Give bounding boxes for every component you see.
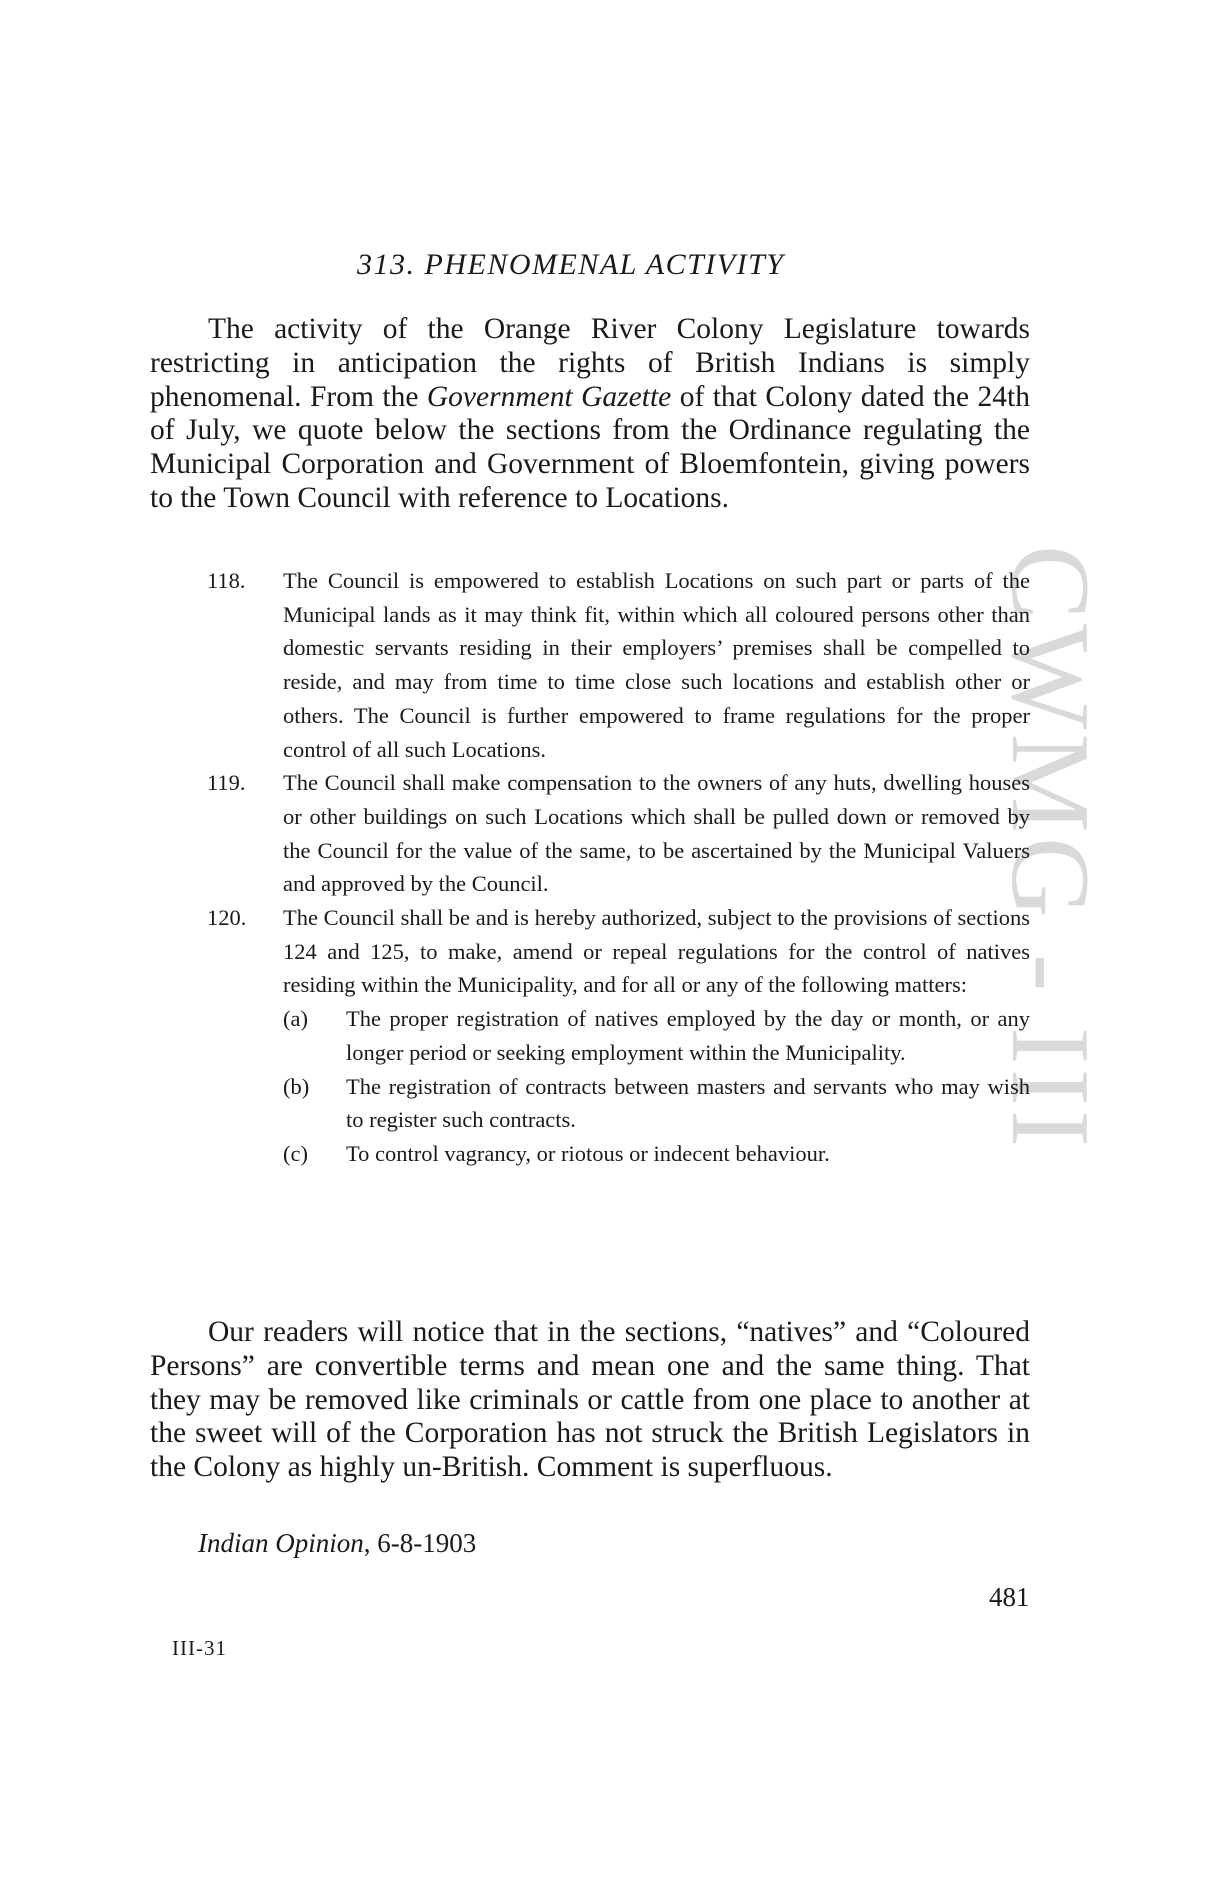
ordinance-sections bbox=[150, 564, 1030, 1171]
section-number: 118. bbox=[207, 568, 246, 593]
sub-item-c bbox=[283, 1137, 1030, 1171]
publication-date: , 6-8-1903 bbox=[363, 1528, 477, 1558]
watermark: CWMG - III bbox=[988, 545, 1112, 1152]
section-119 bbox=[150, 766, 1030, 901]
article-title: PHENOMENAL ACTIVITY bbox=[424, 248, 785, 281]
closing-paragraph bbox=[150, 1316, 1030, 1485]
publication-name: Indian Opinion bbox=[198, 1528, 364, 1558]
sub-item-letter: (c) bbox=[283, 1140, 308, 1166]
sub-item-text: To control vagrancy, or riotous or indecent behaviour. bbox=[346, 1140, 830, 1166]
section-120 bbox=[150, 901, 1030, 1171]
section-number: 119. bbox=[207, 770, 246, 796]
source-citation bbox=[198, 1528, 476, 1559]
intro-text-end: of that Colony dated the 24th of July, we quote below the sections from the Ordinance regulating the Municipal Corporation and Government of Bloemfontein, giving powers to the Town Council with reference to Locations. bbox=[150, 380, 1030, 514]
intro-paragraph bbox=[150, 313, 1030, 516]
sub-item-text: The registration of contracts between masters and servants who may wish to register such contracts. bbox=[346, 1073, 1030, 1133]
article-heading bbox=[357, 248, 784, 282]
volume-mark: III-31 bbox=[172, 1636, 227, 1660]
section-118 bbox=[150, 564, 1030, 766]
section-text: The Council shall be and is hereby authorized, subject to the provisions of sections 124 and 125, to make, amend or repeal regulations for the control of natives residing within the Municipality, and for all or any of the following matters: bbox=[283, 905, 1030, 998]
sub-item-a bbox=[283, 1002, 1030, 1069]
section-text: The Council shall make compensation to the owners of any huts, dwelling houses or other buildings on such Locations which shall be pulled down or removed by the Council for the value of the same, to be ascertained by the Municipal Valuers and approved by the Council. bbox=[283, 770, 1030, 897]
sub-item-letter: (b) bbox=[283, 1073, 310, 1099]
sub-item-b bbox=[283, 1070, 1030, 1137]
intro-text-start: The activity of the Orange River Colony Legislature towards restricting in anticipation the rights of British Indians is simply phenomenal. From the bbox=[150, 313, 1030, 413]
section-text: The Council is empowered to establish Locations on such part or parts of the Municipal lands as it may think fit, within which all coloured persons other than domestic servants residing in their employers’ premises shall be compelled to reside, and may from time to time close such locations and establish other or others. The Council is further empowered to frame regulations for the proper control of all such Locations. bbox=[283, 568, 1030, 762]
section-number: 120. bbox=[207, 905, 247, 931]
closing-text: Our readers will notice that in the sections, “natives” and “Coloured Persons” are convertible terms and mean one and the same thing. That they may be removed like criminals or cattle from one place to another at the sweet will of the Corporation has not struck the British Legislators in the Colony as highly un-British. Comment is superfluous. bbox=[150, 1316, 1030, 1484]
gazette-title: Government Gazette bbox=[426, 380, 672, 413]
sub-item-letter: (a) bbox=[283, 1006, 308, 1032]
page-number: 481 bbox=[989, 1582, 1030, 1612]
sub-item-text: The proper registration of natives employed by the day or month, or any longer period or seeking employment within the Municipality. bbox=[346, 1006, 1030, 1065]
article-number: 313. bbox=[357, 248, 416, 281]
